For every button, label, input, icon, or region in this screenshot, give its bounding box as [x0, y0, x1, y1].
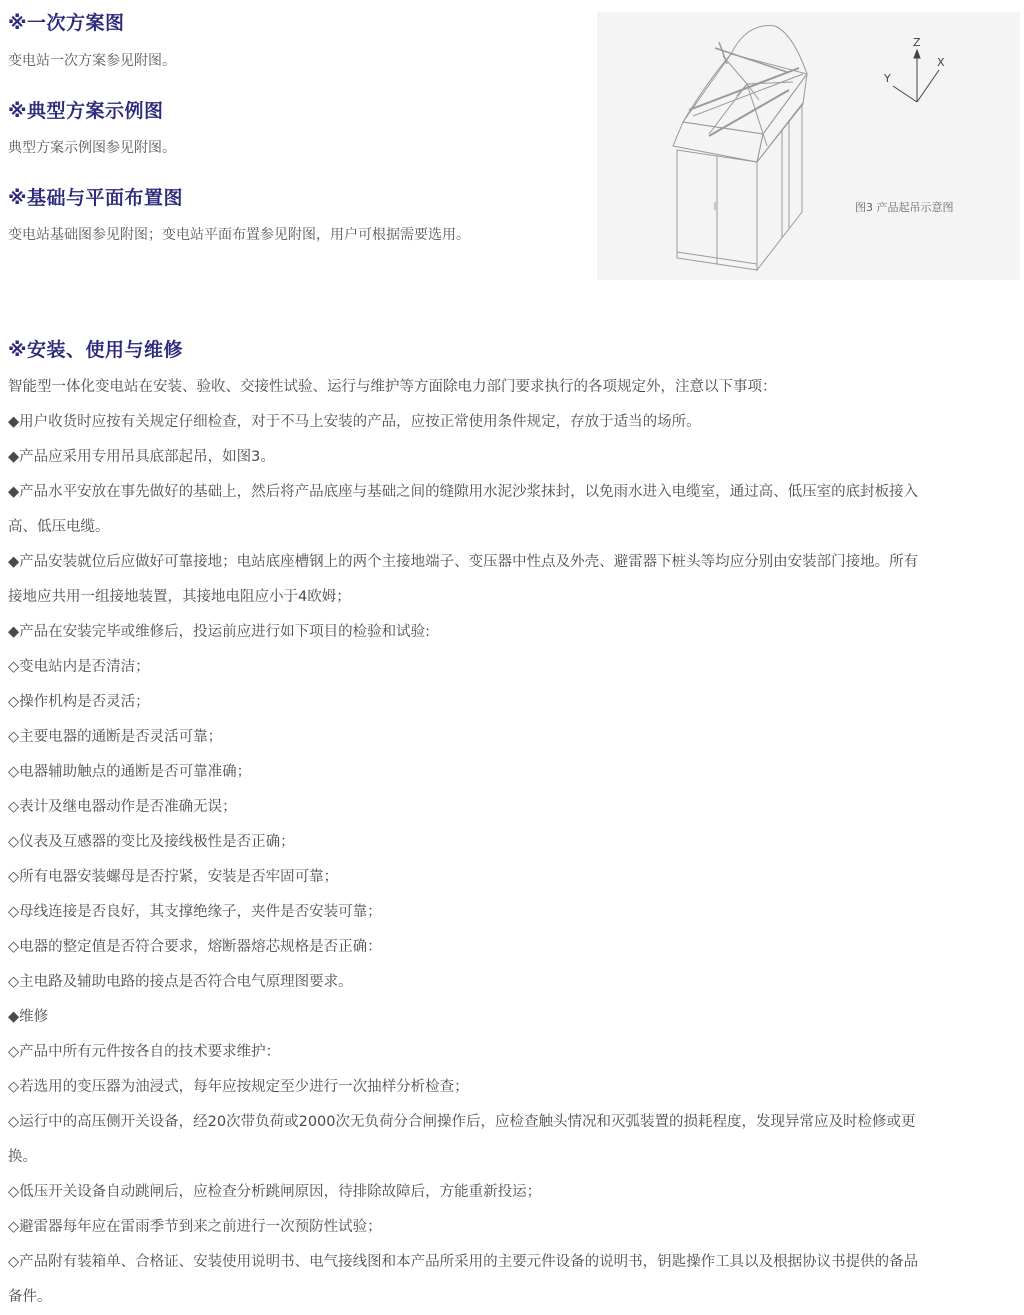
installation-line: ◆用户收货时应按有关规定仔细检查，对于不马上安装的产品，应按正常使用条件规定，存放于适当的场所。: [8, 414, 701, 430]
installation-line: ◇母线连接是否良好，其支撑绝缘子，夹件是否安装可靠；: [8, 904, 382, 920]
installation-line: ◇产品中所有元件按各自的技术要求维护：: [8, 1044, 281, 1060]
installation-line: ◇电器辅助触点的通断是否可靠准确；: [8, 764, 252, 780]
installation-line: ◇若选用的变压器为油浸式，每年应按规定至少进行一次抽样分析检查；: [8, 1079, 469, 1095]
section-text-foundation-layout: 变电站基础图参见附图；变电站平面布置参见附图，用户可根据需要选用。: [8, 227, 470, 243]
installation-line: 备件。: [8, 1289, 52, 1305]
section-text-primary-scheme: 变电站一次方案参见附图。: [8, 53, 176, 69]
section-heading-foundation-layout: ※基础与平面布置图: [8, 187, 183, 209]
axis-x-label: X: [937, 56, 945, 69]
installation-line: ◇所有电器安装螺母是否拧紧，安装是否牢固可靠；: [8, 869, 339, 885]
lifting-diagram-illustration: [597, 12, 1020, 280]
installation-line: ◆产品应采用专用吊具底部起吊，如图3。: [8, 449, 275, 465]
installation-line: ◇仪表及互感器的变比及接线极性是否正确；: [8, 834, 295, 850]
section-heading-typical-scheme: ※典型方案示例图: [8, 100, 164, 122]
installation-line: ◇低压开关设备自动跳闸后，应检查分析跳闸原因，待排除故障后，方能重新投运；: [8, 1184, 542, 1200]
section-text-typical-scheme: 典型方案示例图参见附图。: [8, 140, 176, 156]
installation-line: ◇操作机构是否灵活；: [8, 694, 150, 710]
installation-line: 高、低压电缆。: [8, 519, 110, 535]
installation-line: ◆维修: [8, 1009, 49, 1025]
installation-line: ◆产品水平安放在事先做好的基础上，然后将产品底座与基础之间的缝隙用水泥沙浆抹封，以免雨水进入电缆室，通过高、低压室的底封板接入: [8, 484, 919, 500]
installation-line: 换。: [8, 1149, 37, 1165]
installation-line: ◇电器的整定值是否符合要求，熔断器熔芯规格是否正确：: [8, 939, 382, 955]
installation-body: [8, 370, 1022, 1315]
installation-line: ◇表计及继电器动作是否准确无误；: [8, 799, 237, 815]
installation-line: ◆产品在安装完毕或维修后，投运前应进行如下项目的检验和试验:: [8, 624, 431, 640]
lifting-figure: [597, 12, 1020, 280]
installation-line: ◇运行中的高压侧开关设备，经20次带负荷或2000次无负荷分合闸操作后，应检查触头情况和灭弧装置的损耗程度，发现异常应及时检修或更: [8, 1114, 916, 1130]
axis-y-label: Y: [884, 72, 891, 85]
figure-caption: 图3 产品起吊示意图: [855, 201, 954, 214]
installation-line: ◇主电路及辅助电路的接点是否符合电气原理图要求。: [8, 974, 353, 990]
installation-line: ◇避雷器每年应在雷雨季节到来之前进行一次预防性试验；: [8, 1219, 382, 1235]
section-heading-primary-scheme: ※一次方案图: [8, 12, 125, 34]
installation-line: ◇变电站内是否清洁；: [8, 659, 150, 675]
axis-z-label: Z: [913, 36, 921, 49]
installation-line: 智能型一体化变电站在安装、验收、交接性试验、运行与维护等方面除电力部门要求执行的各项规定外，注意以下事项：: [8, 379, 777, 395]
installation-line: ◇产品附有装箱单、合格证、安装使用说明书、电气接线图和本产品所采用的主要元件设备的说明书，钥匙操作工具以及根据协议书提供的备品: [8, 1254, 919, 1270]
installation-line: 接地应共用一组接地装置，其接地电阻应小于4欧姆；: [8, 589, 351, 605]
installation-line: ◆产品安装就位后应做好可靠接地；电站底座槽钢上的两个主接地端子、变压器中性点及外壳、避雷器下桩头等均应分别由安装部门接地。所有: [8, 554, 919, 570]
installation-line: ◇主要电器的通断是否灵活可靠；: [8, 729, 223, 745]
section-heading-installation: ※安装、使用与维修: [8, 339, 183, 361]
